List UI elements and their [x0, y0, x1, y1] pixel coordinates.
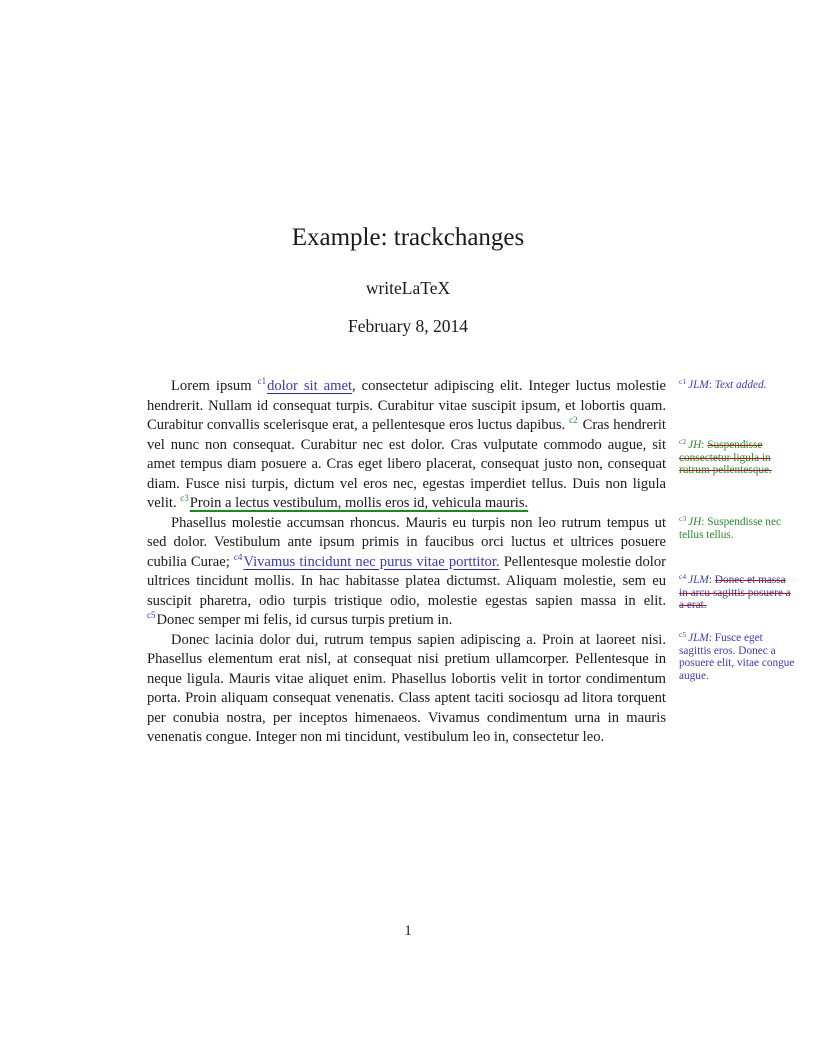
- text: Phasellus molestie accumsan rhoncus. Mauris eu turpis non leo rutrum tempus ut sed dolor. Vestibulum ante ipsum primis in faucibus orci luctus et ultrices posuere cubilia Curae;: [147, 514, 666, 570]
- note-separator: :: [708, 632, 715, 644]
- text: , consectetur adipiscing elit. Integer luctus molestie hendrerit. Nullam id consequat turpis. Curabitur vitae suscipit ipsum, et lobortis quam. Curabitur convallis scelerisque erat, a pellentesque eros luctus dapibus.: [147, 378, 666, 433]
- note-text: Text added.: [714, 379, 767, 391]
- note-separator: :: [708, 379, 715, 391]
- text: Pellentesque molestie dolor ultrices tincidunt mollis. In hac habitasse platea dictumst. Aliquam molestie, sem eu suscipit pharetra, odio turpis tristique odio, molestie egestas sapien massa in elit.: [147, 553, 666, 609]
- text: Cras hendrerit vel nunc non consequat. Curabitur nec est dolor. Cras vulputate commodo augue, sit amet tempus diam posuere a. Cras eget libero placerat, consequat justo non, consequat diam. Fusce nisi turpis, dictum vel eros nec, egestas imperdiet tellus. Duis non ligula velit.: [147, 417, 666, 511]
- paragraph-3: [147, 631, 666, 748]
- margin-note-c1[interactable]: [679, 379, 797, 392]
- change-marker-c2[interactable]: c2: [569, 415, 578, 425]
- document-body: [147, 377, 666, 748]
- note-author: JLM: [688, 379, 709, 391]
- note-separator: :: [701, 516, 708, 528]
- document-author: writeLaTeX: [365, 278, 451, 298]
- note-marker: c5: [679, 630, 687, 639]
- added-text-c4[interactable]: Vivamus tincidunt nec purus vitae porttitor.: [243, 553, 500, 570]
- page-number: 1: [404, 923, 412, 939]
- deleted-text: Donec et massa in arcu sagittis posuere a a erat.: [679, 574, 791, 612]
- document-title: Example: trackchanges: [291, 224, 525, 251]
- note-separator: :: [708, 574, 715, 586]
- replaced-text-c3[interactable]: Proin a lectus vestibulum, mollis eros id, vehicula mauris.: [189, 495, 529, 511]
- deleted-text: Suspendisse consectetur ligula in rutrum pellentesque.: [679, 439, 772, 477]
- note-author: JLM: [688, 574, 709, 586]
- document-date: February 8, 2014: [347, 316, 469, 336]
- paragraph-2: [147, 514, 666, 631]
- note-marker: c2: [679, 437, 687, 446]
- paragraph-1: [147, 377, 666, 514]
- note-author: JLM: [688, 632, 709, 644]
- margin-note-c5[interactable]: [679, 632, 797, 682]
- note-marker: c3: [679, 514, 687, 523]
- margin-note-c4[interactable]: [679, 574, 797, 612]
- added-text-c1[interactable]: dolor sit amet: [267, 378, 353, 394]
- note-author: JH: [688, 439, 702, 451]
- text: Donec semper mi felis, id cursus turpis pretium in.: [156, 612, 453, 628]
- note-author: JH: [688, 516, 702, 528]
- margin-note-c2[interactable]: [679, 439, 797, 477]
- note-text: Fusce eget sagittis eros. Donec a posuere elit, vitae congue augue.: [679, 632, 795, 682]
- replaced-original-text: Suspendisse nec tellus tellus.: [679, 516, 781, 541]
- text: Donec lacinia dolor dui, rutrum tempus sapien adipiscing a. Proin at laoreet nisi. Phasellus elementum erat nisl, at consequat nisi pretium ullamcorper. Pellentesque in neque ligula. Mauris vitae aliquet enim. Phasellus lobortis velit in tortor condimentum porta. Proin aliquam consequat venenatis. Class aptent taciti sociosqu ad litora torquent per conubia nostra, per inceptos himenaeos. Vivamus condimentum urna in mauris venenatis congue. Integer non mi tincidunt, vestibulum leo in, consectetur leo.: [147, 631, 666, 745]
- change-marker-c5[interactable]: c5: [147, 610, 156, 620]
- change-marker-c4[interactable]: c4: [233, 551, 243, 562]
- change-marker-c3[interactable]: c3: [180, 493, 189, 503]
- note-separator: :: [701, 439, 708, 451]
- text: Lorem ipsum: [171, 378, 258, 394]
- margin-note-c3[interactable]: [679, 516, 797, 541]
- note-marker: c4: [679, 572, 687, 581]
- note-marker: c1: [679, 377, 687, 386]
- change-marker-c1[interactable]: c1: [257, 376, 267, 386]
